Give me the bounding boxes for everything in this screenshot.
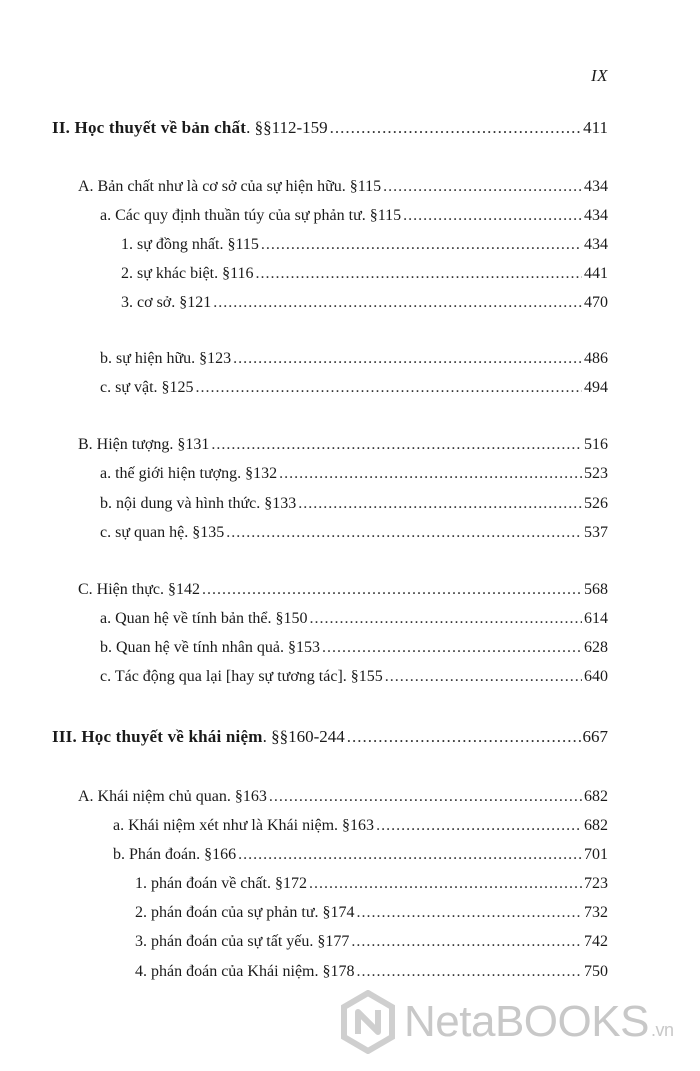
netabooks-logo-icon: [340, 990, 396, 1054]
toc-entry-label: [52, 727, 345, 747]
toc-entry-page: 411: [583, 118, 608, 137]
toc-entry: [78, 580, 608, 600]
toc-entry: [78, 177, 608, 197]
toc-entry-label: 3. phán đoán của sự tất yếu. §177: [135, 933, 350, 950]
toc-entry-label: 2. phán đoán của sự phản tư. §174: [135, 904, 355, 921]
dot-leader: [211, 435, 582, 455]
toc-entry-page: 614: [584, 610, 608, 627]
dot-leader: [310, 609, 583, 629]
toc-entry-page: 523: [584, 465, 608, 482]
dot-leader: [202, 580, 582, 600]
dot-leader: [226, 523, 582, 543]
dot-leader: [383, 177, 582, 197]
watermark-brand: [404, 997, 673, 1047]
toc-entry: [113, 816, 608, 836]
toc-entry-label: c. sự quan hệ. §135: [100, 524, 225, 541]
watermark-logo: [340, 982, 700, 1062]
dot-leader: [309, 874, 582, 894]
dot-leader: [269, 787, 582, 807]
page-number: IX: [590, 66, 608, 85]
dot-leader: [261, 235, 582, 255]
toc-entry-page: 667: [582, 727, 608, 746]
dot-leader: [357, 962, 583, 982]
part-heading: II. Học thuyết về bản chất: [52, 118, 247, 137]
toc-entry-page: 682: [584, 788, 608, 805]
toc-entry-label: c. sự vật. §125: [100, 379, 194, 396]
toc-entry: [121, 264, 608, 284]
toc-entry-page: 701: [584, 846, 608, 863]
toc-entry: [100, 667, 608, 687]
toc-entry-page: 750: [584, 963, 608, 980]
toc-entry-label: b. Quan hệ về tính nhân quả. §153: [100, 639, 320, 656]
toc-entry: [100, 206, 608, 226]
toc-entry: [135, 874, 608, 894]
toc-entry-label: A. Khái niệm chủ quan. §163: [78, 788, 267, 805]
toc-entry-page: 682: [584, 817, 608, 834]
toc-entry: [100, 464, 608, 484]
toc-entry-label: A. Bản chất như là cơ sở của sự hiện hữu. §115: [78, 178, 382, 195]
part-section-range: . §§112-159: [246, 118, 328, 137]
dot-leader: [385, 667, 582, 687]
toc-entry-label: b. sự hiện hữu. §123: [100, 350, 232, 367]
toc-entry: [121, 293, 608, 313]
toc-entry-label: 4. phán đoán của Khái niệm. §178: [135, 963, 355, 980]
toc-entry-page: 434: [584, 207, 608, 224]
toc-entry-label: a. Quan hệ về tính bản thể. §150: [100, 610, 308, 627]
toc-entry-page: 434: [584, 178, 608, 195]
toc-entry-page: 494: [584, 379, 608, 396]
toc-entry-page: 486: [584, 350, 608, 367]
toc-entry: [113, 845, 608, 865]
toc-entry-label: 1. phán đoán về chất. §172: [135, 875, 307, 892]
toc-entry: [100, 349, 608, 369]
toc-entry-label: B. Hiện tượng. §131: [78, 436, 210, 453]
dot-leader: [256, 264, 583, 284]
dot-leader: [403, 206, 582, 226]
toc-entry-label: 3. cơ sở. §121: [121, 294, 212, 311]
dot-leader: [330, 118, 582, 138]
toc-entry-page: 742: [584, 933, 608, 950]
toc-entry-label: 2. sự khác biệt. §116: [121, 265, 254, 282]
toc-entry-label: b. Phán đoán. §166: [113, 846, 237, 863]
toc-entry-label: a. Khái niệm xét như là Khái niệm. §163: [113, 817, 375, 834]
dot-leader: [233, 349, 582, 369]
toc-entry: [100, 638, 608, 658]
toc-entry-label: b. nội dung và hình thức. §133: [100, 495, 297, 512]
toc-entry-page: 537: [584, 524, 608, 541]
dot-leader: [298, 494, 582, 514]
toc-entry: [100, 378, 608, 398]
toc-entry-page: 732: [584, 904, 608, 921]
part-section-range: . §§160-244: [262, 727, 345, 746]
toc-entry-page: 516: [584, 436, 608, 453]
dot-leader: [196, 378, 582, 398]
watermark-domain-suffix: .vn: [650, 1020, 674, 1040]
toc-entry-part-ii: [52, 118, 608, 138]
dot-leader: [322, 638, 582, 658]
dot-leader: [279, 464, 582, 484]
toc-entry: [100, 523, 608, 543]
toc-entry: [78, 435, 608, 455]
toc-entry-label: 1. sự đồng nhất. §115: [121, 236, 259, 253]
toc-entry: [100, 609, 608, 629]
toc-entry-page: 470: [584, 294, 608, 311]
toc-entry-label: [52, 118, 328, 138]
toc-entry: [100, 494, 608, 514]
dot-leader: [213, 293, 582, 313]
toc-entry-page: 441: [584, 265, 608, 282]
toc-entry: [121, 235, 608, 255]
toc-entry: [135, 903, 608, 923]
toc-entry-page: 628: [584, 639, 608, 656]
watermark-brand-name: NetaBOOKS: [404, 997, 649, 1046]
dot-leader: [351, 932, 582, 952]
toc-entry-page: 568: [584, 581, 608, 598]
toc-entry-page: 640: [584, 668, 608, 685]
toc-entry: [135, 932, 608, 952]
toc-entry-label: c. Tác động qua lại [hay sự tương tác]. §155: [100, 668, 383, 685]
dot-leader: [376, 816, 582, 836]
dot-leader: [357, 903, 582, 923]
toc-entry-label: a. Các quy định thuần túy của sự phản tư. §115: [100, 207, 402, 224]
part-heading: III. Học thuyết về khái niệm: [52, 727, 263, 746]
toc-entry-page: 723: [584, 875, 608, 892]
toc-entry-part-iii: [52, 727, 608, 747]
toc-entry: [135, 962, 608, 982]
dot-leader: [238, 845, 582, 865]
toc-entry-page: 434: [584, 236, 608, 253]
toc-entry: [78, 787, 608, 807]
toc-entry-page: 526: [584, 495, 608, 512]
dot-leader: [347, 727, 581, 747]
toc-entry-label: a. thế giới hiện tượng. §132: [100, 465, 278, 482]
toc-entry-label: C. Hiện thực. §142: [78, 581, 200, 598]
